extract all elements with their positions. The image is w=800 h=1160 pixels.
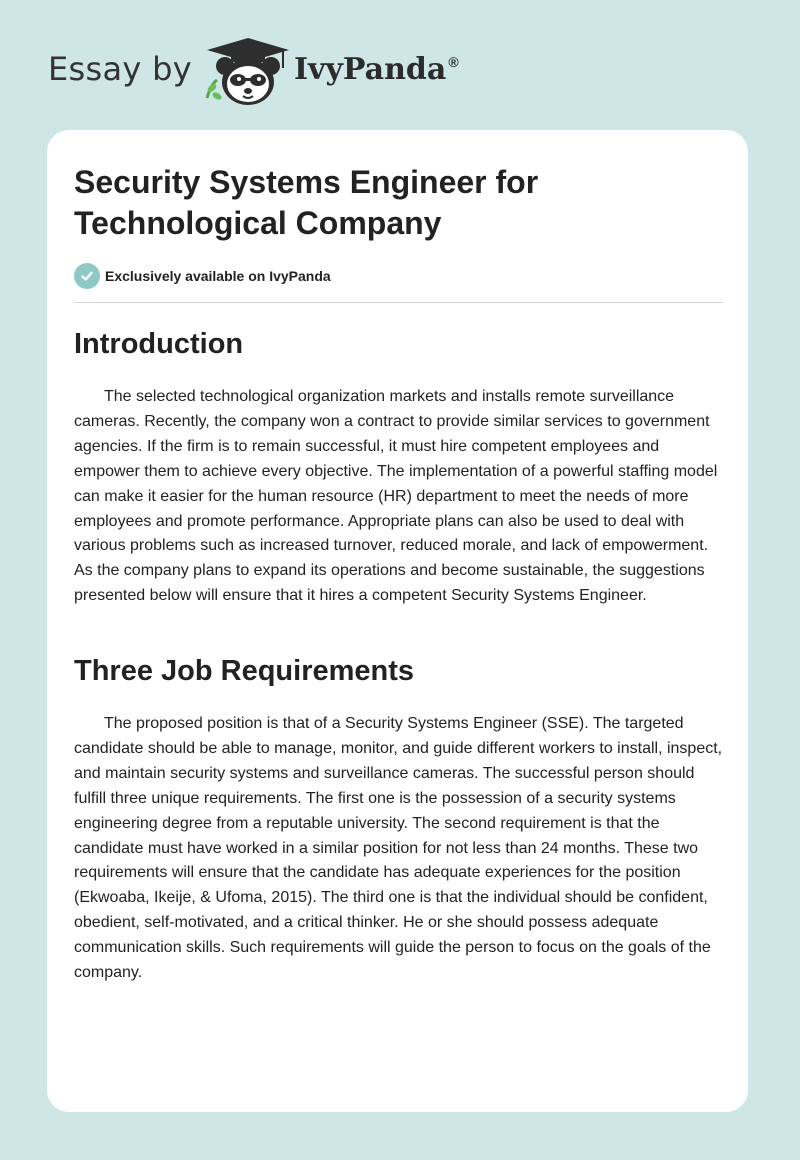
registered-mark: ® <box>448 54 459 70</box>
title-divider <box>74 302 723 303</box>
section-paragraph-job-requirements: The proposed position is that of a Security Systems Engineer (SSE). The targeted candidate should be able to manage, monitor, and guide different workers to install, inspect, and maintain security systems and surveillance cameras. The successful person should fulfill three unique requirements. The first one is the possession of a security systems engineering degree from a reputable university. The second requirement is that the candidate must have worked in a similar position for not less than 24 months. These two requirements will ensure that the candidate has adequate experiences for the position (Ekwoaba, Ikeije, & Ufoma, 2015). The third one is that the individual should be confident, obedient, self-motivated, and a critical thinker. He or she should possess adequate communication skills. Such requirements will guide the person to focus on the goals of the company. <box>74 715 723 982</box>
essay-title: Security Systems Engineer for Technological Company <box>74 164 539 241</box>
section-paragraph-introduction: The selected technological organization markets and installs remote surveillance cameras. Recently, the company won a contract to provide similar services to government agencies. If the firm is to remain successful, it must hire competent employees and empower them to achieve every objective. The implementation of a powerful staffing model can make it easier for the human resource (HR) department to meet the needs of more employees and promote performance. Appropriate plans can also be used to deal with various problems such as increased turnover, reduced morale, and lack of empowerment. As the company plans to expand its operations and become sustainable, the suggestions presented below will ensure that it hires a competent Security Systems Engineer. <box>74 388 718 605</box>
section-heading-introduction: Introduction <box>74 328 244 360</box>
brand-name <box>294 52 459 87</box>
exclusive-badge <box>74 263 331 289</box>
badge-label: Exclusively available on IvyPanda <box>105 268 331 284</box>
check-circle-icon <box>74 263 100 289</box>
brand-name-text: IvyPanda <box>294 52 447 87</box>
brand-header[interactable] <box>48 36 468 106</box>
section-heading-job-requirements: Three Job Requirements <box>74 655 415 687</box>
essay-card <box>47 130 748 1112</box>
panda-logo-icon <box>203 36 293 108</box>
brand-prefix: Essay by <box>48 50 192 88</box>
